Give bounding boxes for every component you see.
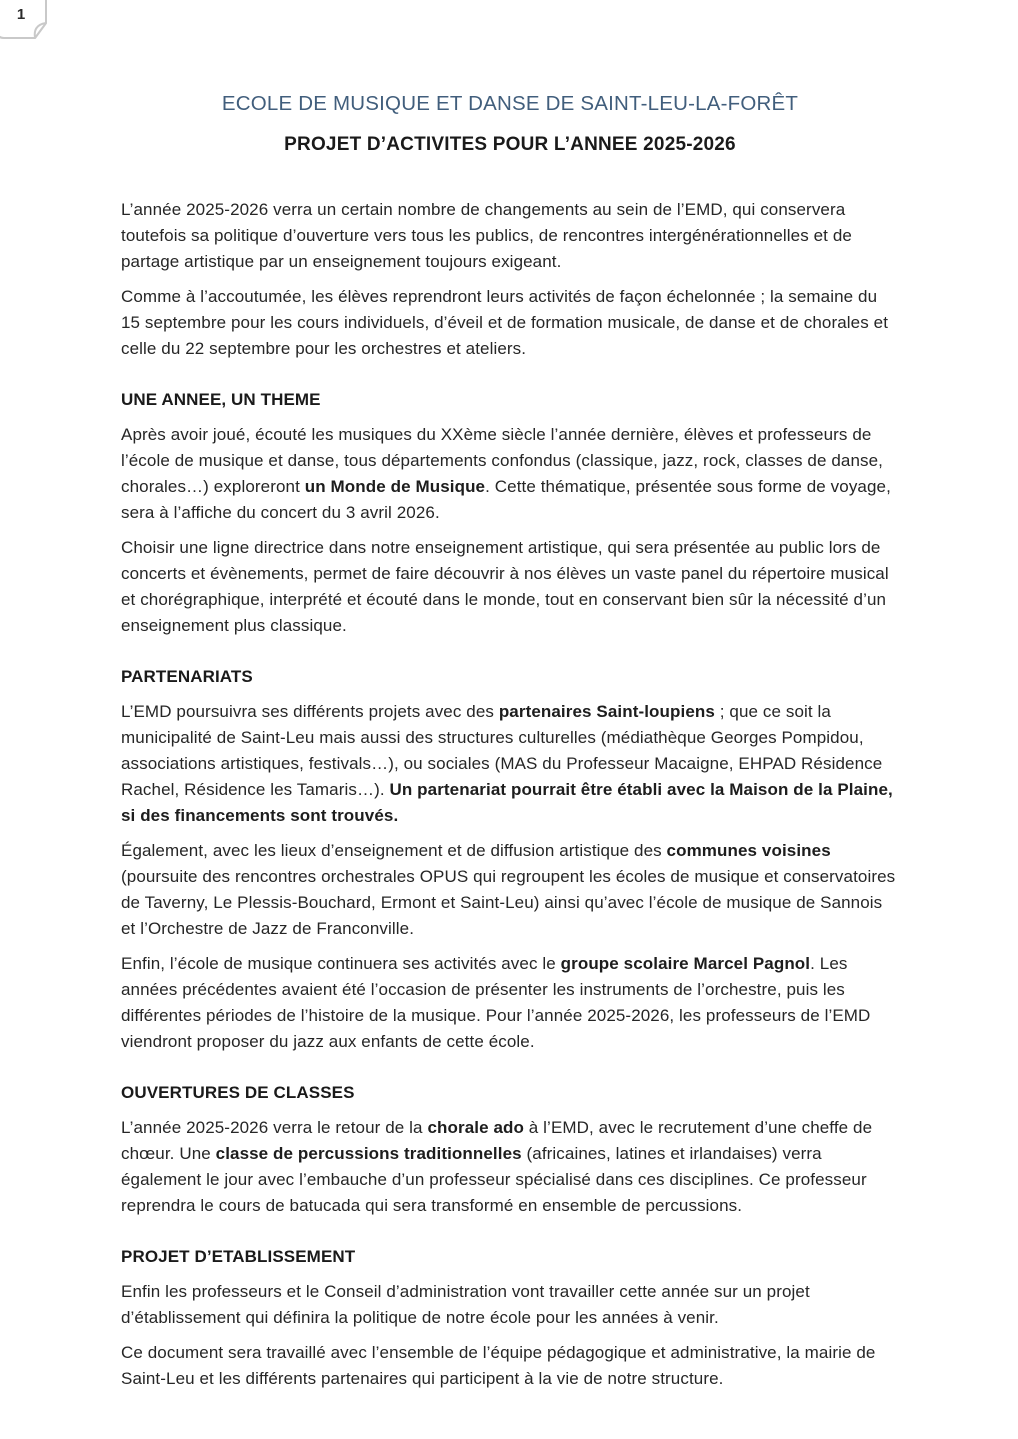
text-run: ; que ce soit la municipalité de Saint-Leu mais aussi des structures culturelles (médiathèque Georges Pompidou, associations artistiques, festivals…), ou sociales (MAS du Professeur Macaigne, EHPAD Résidence Rachel, Résidence les Tamaris…). [121,702,883,799]
bold-text-run: communes voisines [666,841,831,860]
text-run: PROJET D’ETABLISSEMENT [121,1247,356,1266]
text-run: . Cette thématique, présentée sous forme de voyage, sera à l’affiche du concert du 3 avril 2026. [121,477,891,522]
section-heading [121,1244,899,1270]
text-run: OUVERTURES DE CLASSES [121,1083,355,1102]
text-run: Également, avec les lieux d’enseignement et de diffusion artistique des [121,841,667,860]
bold-text-run: un Monde de Musique [304,477,486,496]
body-paragraph [121,699,899,829]
document-body [121,197,899,1392]
bold-text-run: chorale ado [427,1118,524,1137]
text-run: UNE ANNEE, UN THEME [121,390,321,409]
page-number: 1 [16,6,26,23]
text-run: Choisir une ligne directrice dans notre enseignement artistique, qui sera présentée au public lors de concerts et évènements, permet de faire découvrir à nos élèves un vaste panel du répertoire musical et chorégraphique, interprété et écouté dans le monde, tout en conservant bien sûr la nécessité d’un enseignement plus classique. [121,538,889,635]
document-content [121,92,899,1401]
text-run: L’année 2025-2026 verra le retour de la [121,1118,428,1137]
text-run: . Les années précédentes avaient été l’occasion de présenter les instruments de l’orchestre, puis les différentes périodes de l’histoire de la musique. Pour l’année 2025-2026, les professeurs de l’EMD viendront proposer du jazz aux enfants de cette école. [121,954,871,1051]
bold-text-run: Un partenariat pourrait être établi avec la Maison de la Plaine, si des financements sont trouvés. [121,780,893,825]
body-paragraph [121,951,899,1055]
body-paragraph [121,197,899,275]
text-run: Enfin, l’école de musique continuera ses activités avec le [121,954,561,973]
body-paragraph [121,1279,899,1331]
text-run: L’année 2025-2026 verra un certain nombre de changements au sein de l’EMD, qui conservera toutefois sa politique d’ouverture vers tous les publics, de rencontres intergénérationnelles et de partage artistique par un enseignement toujours exigeant. [121,200,852,271]
text-run: Ce document sera travaillé avec l’ensemble de l’équipe pédagogique et administrative, la mairie de Saint-Leu et les différents partenaires qui participent à la vie de notre structure. [121,1343,876,1388]
text-run: (africaines, latines et irlandaises) verra également le jour avec l’embauche d’un professeur spécialisé dans ces disciplines. Ce professeur reprendra le cours de batucada qui sera transformé en ensemble de percussions. [121,1144,867,1215]
folded-page-icon [0,0,53,42]
text-run: à l’EMD, avec le recrutement d’une cheffe de chœur. Une [121,1118,873,1163]
text-run: (poursuite des rencontres orchestrales OPUS qui regroupent les écoles de musique et conservatoires de Taverny, Le Plessis-Bouchard, Ermont et Saint-Leu) ainsi qu’avec l’école de musique de Sannois et l’Orchestre de Jazz de Franconville. [121,867,896,938]
text-run: Comme à l’accoutumée, les élèves reprendront leurs activités de façon échelonnée ; la semaine du 15 septembre pour les cours individuels, d’éveil et de formation musicale, de danse et de chorales et celle du 22 septembre pour les orchestres et ateliers. [121,287,889,358]
page-number-badge [0,0,53,42]
text-run: PARTENARIATS [121,667,253,686]
body-paragraph [121,838,899,942]
body-paragraph [121,284,899,362]
text-run: Enfin les professeurs et le Conseil d’administration vont travailler cette année sur un projet d’établissement qui définira la politique de notre école pour les années à venir. [121,1282,810,1327]
body-paragraph [121,535,899,639]
bold-text-run: groupe scolaire Marcel Pagnol [560,954,811,973]
section-heading [121,387,899,413]
bold-text-run: classe de percussions traditionnelles [215,1144,522,1163]
text-run: Après avoir joué, écouté les musiques du XXème siècle l’année dernière, élèves et professeurs de l’école de musique et danse, tous départements confondus (classique, jazz, rock, classes de danse, chorales…) exploreront [121,425,883,496]
section-heading [121,1080,899,1106]
section-heading [121,664,899,690]
text-run: L’EMD poursuivra ses différents projets avec des [121,702,499,721]
bold-text-run: partenaires Saint-loupiens [498,702,715,721]
document-subtitle: PROJET D’ACTIVITES POUR L’ANNEE 2025-2026 [284,134,736,155]
body-paragraph [121,1340,899,1392]
body-paragraph [121,422,899,526]
body-paragraph [121,1115,899,1219]
document-title: ECOLE DE MUSIQUE ET DANSE DE SAINT-LEU-LA-FORÊT [221,92,799,115]
